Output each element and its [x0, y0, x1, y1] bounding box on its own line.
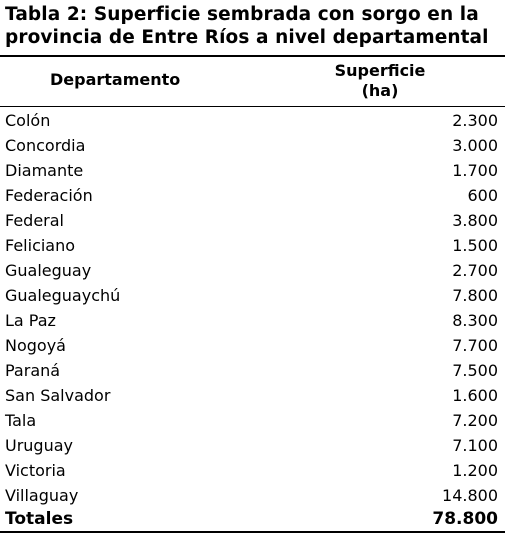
departamento-cell: Paraná	[5, 361, 61, 380]
table-row	[0, 183, 505, 208]
table-row	[0, 383, 505, 408]
superficie-cell: 1.200	[452, 461, 498, 480]
superficie-cell: 7.500	[452, 361, 498, 380]
total-label: Totales	[5, 509, 74, 529]
superficie-cell: 2.300	[452, 111, 498, 130]
departamento-cell: La Paz	[5, 311, 56, 330]
table-row	[0, 108, 505, 133]
total-row	[0, 508, 505, 531]
table-row	[0, 458, 505, 483]
departamento-cell: San Salvador	[5, 386, 111, 405]
table-title-line-1: Tabla 2: Superficie sembrada con sorgo en la	[5, 4, 479, 25]
table-body	[0, 108, 505, 508]
top-rule	[0, 55, 505, 57]
superficie-cell: 7.700	[452, 336, 498, 355]
departamento-cell: Nogoyá	[5, 336, 66, 355]
superficie-cell: 1.500	[452, 236, 498, 255]
table-row	[0, 308, 505, 333]
column-header-departamento: Departamento	[50, 70, 181, 89]
departamento-cell: Feliciano	[5, 236, 76, 255]
departamento-cell: Colón	[5, 111, 51, 130]
departamento-cell: Federación	[5, 186, 93, 205]
superficie-cell: 14.800	[442, 486, 498, 505]
table-row	[0, 433, 505, 458]
header-rule	[0, 106, 505, 107]
departamento-cell: Uruguay	[5, 436, 73, 455]
superficie-cell: 600	[467, 186, 498, 205]
table-row	[0, 158, 505, 183]
superficie-cell: 7.200	[452, 411, 498, 430]
superficie-cell: 3.000	[452, 136, 498, 155]
superficie-cell: 1.600	[452, 386, 498, 405]
superficie-cell: 1.700	[452, 161, 498, 180]
table-title-line-2: provincia de Entre Ríos a nivel departamental	[5, 27, 489, 48]
table-row	[0, 358, 505, 383]
column-header-superficie-line-2: (ha)	[361, 81, 399, 100]
table-row	[0, 133, 505, 158]
table-title	[5, 3, 500, 49]
bottom-rule	[0, 531, 505, 533]
superficie-cell: 7.800	[452, 286, 498, 305]
table-row	[0, 233, 505, 258]
table-row	[0, 483, 505, 508]
departamento-cell: Villaguay	[5, 486, 79, 505]
departamento-cell: Concordia	[5, 136, 86, 155]
departamento-cell: Diamante	[5, 161, 84, 180]
column-header-superficie-line-1: Superficie	[334, 61, 426, 80]
table-row	[0, 258, 505, 283]
departamento-cell: Victoria	[5, 461, 66, 480]
superficie-cell: 2.700	[452, 261, 498, 280]
table-row	[0, 333, 505, 358]
departamento-cell: Federal	[5, 211, 64, 230]
departamento-cell: Gualeguay	[5, 261, 92, 280]
superficie-cell: 8.300	[452, 311, 498, 330]
departamento-cell: Tala	[5, 411, 37, 430]
column-header-superficie	[310, 61, 450, 101]
table-row	[0, 283, 505, 308]
departamento-cell: Gualeguaychú	[5, 286, 121, 305]
superficie-cell: 7.100	[452, 436, 498, 455]
superficie-cell: 3.800	[452, 211, 498, 230]
table-row	[0, 408, 505, 433]
total-value: 78.800	[432, 509, 498, 529]
table-row	[0, 208, 505, 233]
